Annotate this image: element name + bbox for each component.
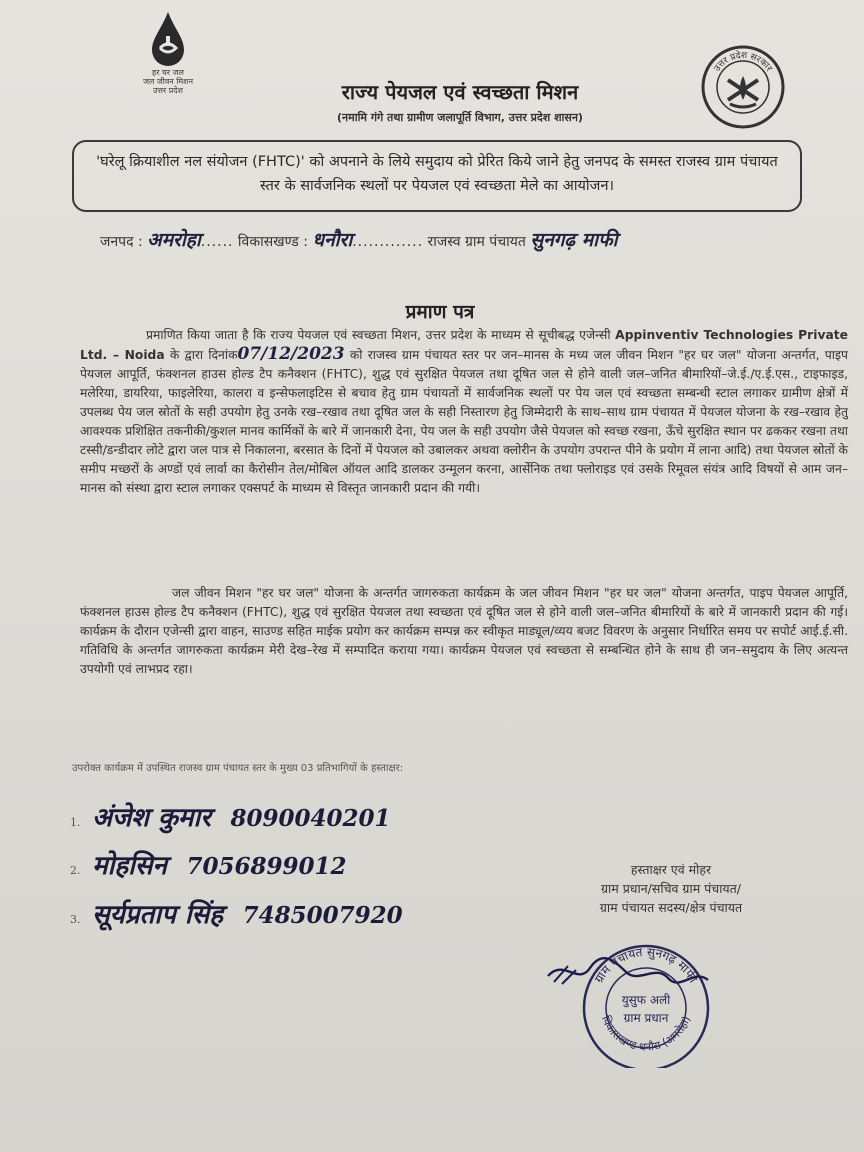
page-subtitle: (नमामि गंगे तथा ग्रामीण जलापूर्ति विभाग, उत्तर प्रदेश शासन) — [337, 111, 583, 124]
p1-start: प्रमाणित किया जाता है कि राज्य पेयजल एवं स्वच्छता मिशन, उत्तर प्रदेश के माध्यम से सूचीबद्ध एजेन्सी — [146, 328, 611, 342]
participant-row — [70, 895, 403, 931]
district-label: जनपद : — [100, 234, 143, 250]
certificate-paragraph-2: जल जीवन मिशन "हर घर जल" योजना के अन्तर्गत जागरुकता कार्यक्रम के जल जीवन मिशन "हर घर जल" योजना अन्तर्गत, पाइप पेयजल आपूर्ति, फंक्शनल हाउस होल्ड टैप कनैक्शन (FHTC), शुद्ध एवं सुरक्षित पेयजल तथा स्वच्छता एवं दूषित जल से होने वाली जल–जनित बीमारियों के बारे में जानकारी प्रदान की गई। कार्यक्रम के दौरान एजेन्सी द्वारा वाहन, साउण्ड सहित माईक प्रयोग कर कार्यक्रम सम्पन्न कर स्वीकृत माड्यूल/व्यय बजट विवरण के अनुसार निर्धारित समय पर सपोर्ट आई.ई.सी. गतिविधि के अन्तर्गत जागरुकता कार्यक्रम मेरी देख–रेख में सम्पादित कराया गया। कार्यक्रम पेयजल एवं स्वच्छता से सम्बन्धित होने के साथ ही जन–समुदाय के लिए अत्यन्त उपयोगी एवं लाभप्रद रहा। — [80, 586, 848, 676]
stamp-inner-role: ग्राम प्रधान — [623, 1011, 669, 1025]
participant-row — [70, 846, 347, 882]
block-label: विकासखण्ड : — [237, 234, 308, 250]
p1-date-prefix: के द्वारा दिनांक — [169, 348, 238, 362]
signatory-line-3: ग्राम पंचायत सदस्य/क्षेत्र पंचायत — [599, 900, 743, 915]
participant-phone: 7056899012 — [186, 853, 347, 880]
dotted-leader: ............. — [352, 234, 424, 250]
participant-phone: 8090040201 — [230, 805, 391, 832]
p1-rest: को राजस्व ग्राम पंचायत स्तर पर जन–मानस के मध्य जल जीवन मिशन "हर घर जल" योजना अन्तर्गत, पाइप पेयजल आपूर्ति, फंक्शनल हाउस होल्ड टैप कनैक्शन (FHTC), शुद्ध एवं सुरक्षित पेयजल तथा दूषित जल से होने वाली जल–जनित बीमारियों–जे.ई./ए.ई.एस., टाइफाइड, मलेरिया, डायरिया, फाइलेरिया, कालरा व इन्सेफलाइटिस से बचाव हेतु ग्राम पंचायतों में सार्वजनिक स्थलों पर पेय जल एवं स्वच्छता सम्बन्धी स्टाल लगाकर ग्रामीण क्षेत्रों में उपलब्ध पेय जल स्रोतों के सही उपयोग हेतु उनके रख–रखाव तथा दूषित जल के सही निस्तारण हेतु जिम्मेदारी के साथ–साथ ग्राम पंचायत में पेयजल योजना के रख–रखाव हेतु आवश्यक प्रशिक्षित तकनीकी/कुशल मानव कार्मिकों के बारे में जानकारी देना, पेय जल के सही उपयोग जैसे पेयजल को स्वच्छ रखना, ऊँचे सुरक्षित स्थान पर ढककर रखना तथा टस्सी/डन्डीदार लोटे द्वारा जल पात्र से निकालना, बरसात के दिनों में पेयजल को उबालकर अथवा क्लोरीन के उपयोग उपरान्त पीने के प्रयोग में लाना आदि) तथा पेयजल स्रोतों के समीप मच्छरों के अण्डों एवं लार्वा का कैरोसीन तेल/मोबिल ऑयल आदि डालकर उन्मूलन करना, आर्सेनिक तथा फ्लोराइड एवं उसके रिमूवल संयंत्र आदि विषयों से आम जन–मानस को संस्था द्वारा स्टाल लगाकर एक्सपर्ट के माध्यम से विस्तृत जानकारी प्रदान की गयी। — [80, 348, 848, 495]
panchayat-value: सुनगढ़ माफी — [530, 229, 618, 251]
stamp-inner-name: युसुफ अली — [621, 993, 671, 1007]
up-government-emblem — [700, 44, 790, 134]
participant-name: मोहसिन — [92, 851, 167, 881]
participants-note: उपरोक्त कार्यक्रम में उपस्थित राजस्व ग्राम पंचायत स्तर के मुख्य 03 प्रतिभागियों के हस्ताक्षर: — [72, 763, 404, 774]
panchayat-label: राजस्व ग्राम पंचायत — [427, 234, 526, 250]
stamp-outer-text: ग्राम पंचायत सुनगढ़ माफी — [591, 944, 701, 986]
participant-name: अंजेश कुमार — [92, 803, 211, 833]
participant-row — [70, 798, 390, 834]
signatory-block — [556, 860, 786, 917]
row-number: 1. — [70, 816, 81, 829]
participant-phone: 7485007920 — [242, 902, 403, 929]
logo-caption-2: जल जीवन मिशन — [142, 77, 194, 86]
campaign-text: 'घरेलू क्रियाशील नल संयोजन (FHTC)' को अपनाने के लिये समुदाय को प्रेरित किये जाने हेतु जनपद के समस्त राजस्व ग्राम पंचायत स्तर के सार्वजनिक स्थलों पर पेयजल एवं स्वच्छता मेले का आयोजन। — [96, 154, 778, 194]
stamp-bottom-text: विकासखण्ड धनौरा (अमरोहा) — [598, 1014, 693, 1054]
signatory-line-2: ग्राम प्रधान/सचिव ग्राम पंचायत/ — [600, 881, 742, 896]
page-title: राज्य पेयजल एवं स्वच्छता मिशन — [341, 80, 579, 104]
block-value: धनौरा — [312, 229, 353, 251]
row-number: 2. — [70, 864, 81, 877]
row-number: 3. — [70, 913, 81, 926]
certificate-heading: प्रमाण पत्र — [405, 301, 475, 323]
participant-name: सूर्यप्रताप सिंह — [92, 900, 224, 930]
agency-name: Appinventiv Technologies Private Ltd. – Noida — [80, 328, 848, 362]
water-drop-icon — [148, 10, 188, 68]
event-date: 07/12/2023 — [237, 344, 345, 364]
official-stamp — [544, 938, 724, 1068]
logo-caption-3: उत्तर प्रदेश — [153, 86, 183, 95]
certificate-paragraph-1 — [80, 326, 848, 498]
logo-caption-1: हर घर जल — [152, 68, 184, 77]
har-ghar-jal-logo — [118, 10, 218, 102]
signatory-line-1: हस्ताक्षर एवं मोहर — [630, 862, 712, 877]
location-line — [100, 226, 840, 252]
dotted-leader: ...... — [200, 234, 234, 250]
emblem-text: उत्तर प्रदेश सरकार — [712, 50, 774, 74]
campaign-box — [72, 140, 802, 212]
district-value: अमरोहा — [147, 229, 201, 251]
